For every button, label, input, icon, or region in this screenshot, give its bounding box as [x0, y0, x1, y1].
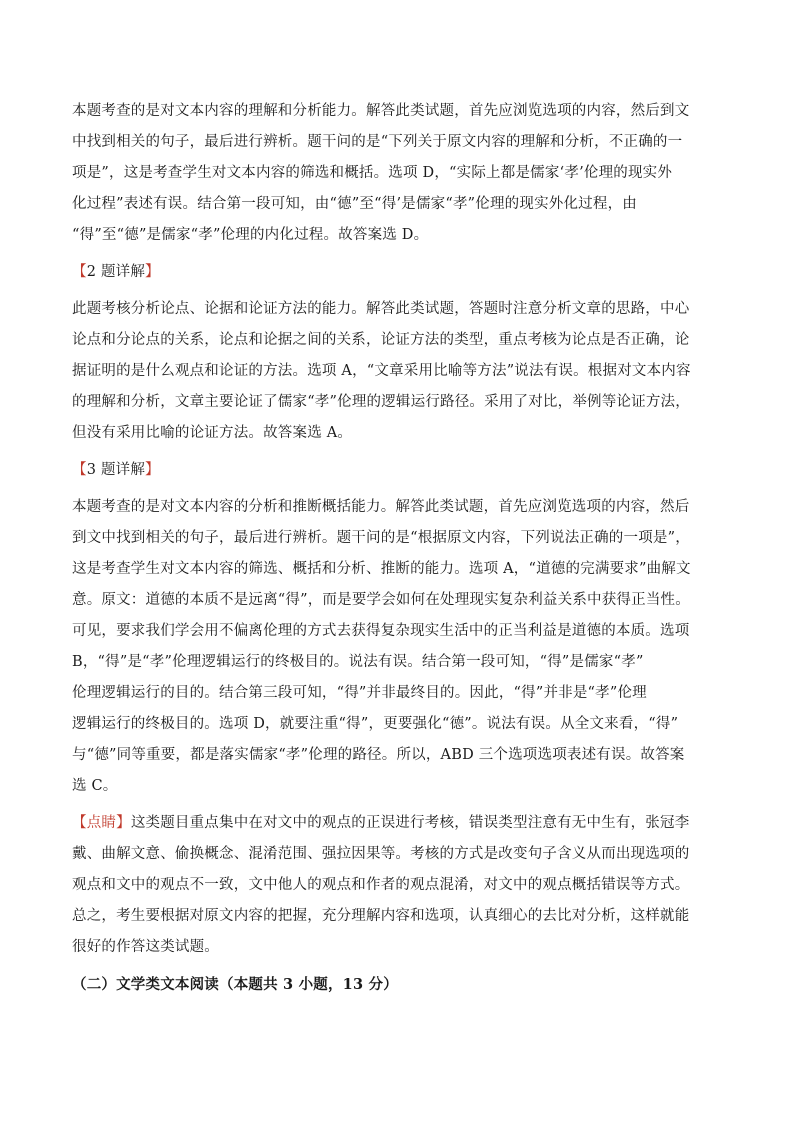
text-line: 此题考核分析论点、论据和论证方法的能力。解答此类试题，答题时注意分析文章的思路，中心 — [72, 301, 690, 317]
heading-text: 2 题详解 — [86, 264, 146, 280]
text-line: 与“德”同等重要，都是落实儒家“孝”伦理的路径。所以，ABD 三个选项选项表述有误。故答案 — [72, 747, 685, 763]
text-line: 本题考查的是对文本内容的分析和推断概括能力。解答此类试题，首先应浏览选项的内容，然后 — [72, 499, 690, 515]
text-line: “得”至“德”是儒家“孝”伦理的内化过程。故答案选 D。 — [72, 227, 429, 243]
key-point-label: 【点睛】 — [72, 815, 131, 831]
paragraph-q1-analysis — [72, 96, 724, 251]
text-line — [72, 808, 724, 839]
text-line: 本题考查的是对文本内容的理解和分析能力。解答此类试题，首先应浏览选项的内容，然后到文 — [72, 103, 690, 119]
heading-q3-detail — [72, 455, 724, 486]
heading-q2-detail — [72, 257, 724, 288]
paragraph-q2-analysis — [72, 294, 724, 449]
heading-bracket-close: 】 — [145, 462, 160, 478]
paragraph-q3-analysis — [72, 492, 724, 802]
text-line: 总之，考生要根据对原文内容的把握，充分理解内容和选项，认真细心的去比对分析，这样就能 — [72, 908, 690, 924]
text-line: 化过程”表述有误。结合第一段可知，由“德”至“得’是儒家“孝”伦理的现实外化过程，由 — [72, 196, 637, 212]
text-line: 伦理逻辑运行的目的。结合第三段可知，“得”并非最终目的。因此，“得”并非是“孝”伦理 — [72, 685, 647, 701]
text-line: 逻辑运行的终极目的。选项 D，就要注重“得”，更要强化“德”。说法有误。从全文来看，“得” — [72, 716, 679, 732]
key-point-first-line: 这类题目重点集中在对文中的观点的正误进行考核，错误类型注意有无中生有，张冠李 — [130, 815, 690, 831]
text-line: 观点和文中的观点不一致，文中他人的观点和作者的观点混淆，对文中的观点概括错误等方式。 — [72, 877, 690, 893]
text-line: 很好的作答这类试题。 — [72, 939, 219, 955]
text-line: 可见，要求我们学会用不偏离伦理的方式去获得复杂现实生活中的正当利益是道德的本质。选项 — [72, 623, 690, 639]
text-line: 项是”，这是考查学生对文本内容的筛选和概括。选项 D，“实际上都是儒家‘孝’伦理的现实外 — [72, 165, 673, 181]
text-line: 但没有采用比喻的论证方法。故答案选 A。 — [72, 425, 353, 441]
text-line: 论点和分论点的关系，论点和论据之间的关系，论证方法的类型，重点考核为论点是否正确，论 — [72, 332, 690, 348]
text-line: 据证明的是什么观点和论证的方法。选项 A，“文章采用比喻等方法”说法有误。根据对文本内容 — [72, 363, 691, 379]
text-line: 这是考查学生对文本内容的筛选、概括和分析、推断的能力。选项 A，“道德的完满要求”曲解文 — [72, 561, 691, 577]
text-line: 选 C。 — [72, 778, 118, 794]
section-heading-literary-reading: （二）文学类文本阅读（本题共 3 小题，13 分） — [72, 976, 398, 993]
heading-text: 3 题详解 — [86, 462, 146, 478]
heading-bracket-close: 】 — [145, 264, 160, 280]
heading-bracket-open: 【 — [72, 462, 87, 478]
heading-bracket-open: 【 — [72, 264, 87, 280]
document-page — [72, 96, 724, 1000]
text-line: 戴、曲解文意、偷换概念、混淆范围、强拉因果等。考核的方式是改变句子含义从而出现选项的 — [72, 846, 690, 862]
text-line: 意。原文：道德的本质不是远离“得”，而是要学会如何在处理现实复杂利益关系中获得正当性。 — [72, 592, 690, 608]
text-line: 到文中找到相关的句子，最后进行辨析。题干问的是“根据原文内容，下列说法正确的一项是”， — [72, 530, 690, 546]
paragraph-key-point — [72, 808, 724, 963]
text-line: B，“得”是“孝”伦理逻辑运行的终极目的。说法有误。结合第一段可知，“得”是儒家“孝” — [72, 654, 644, 670]
text-line: 中找到相关的句子，最后进行辨析。题干问的是“下列关于原文内容的理解和分析，不正确的一 — [72, 134, 683, 150]
text-line: 的理解和分析，文章主要论证了儒家“孝”伦理的逻辑运行路径。采用了对比，举例等论证方法， — [72, 394, 690, 410]
